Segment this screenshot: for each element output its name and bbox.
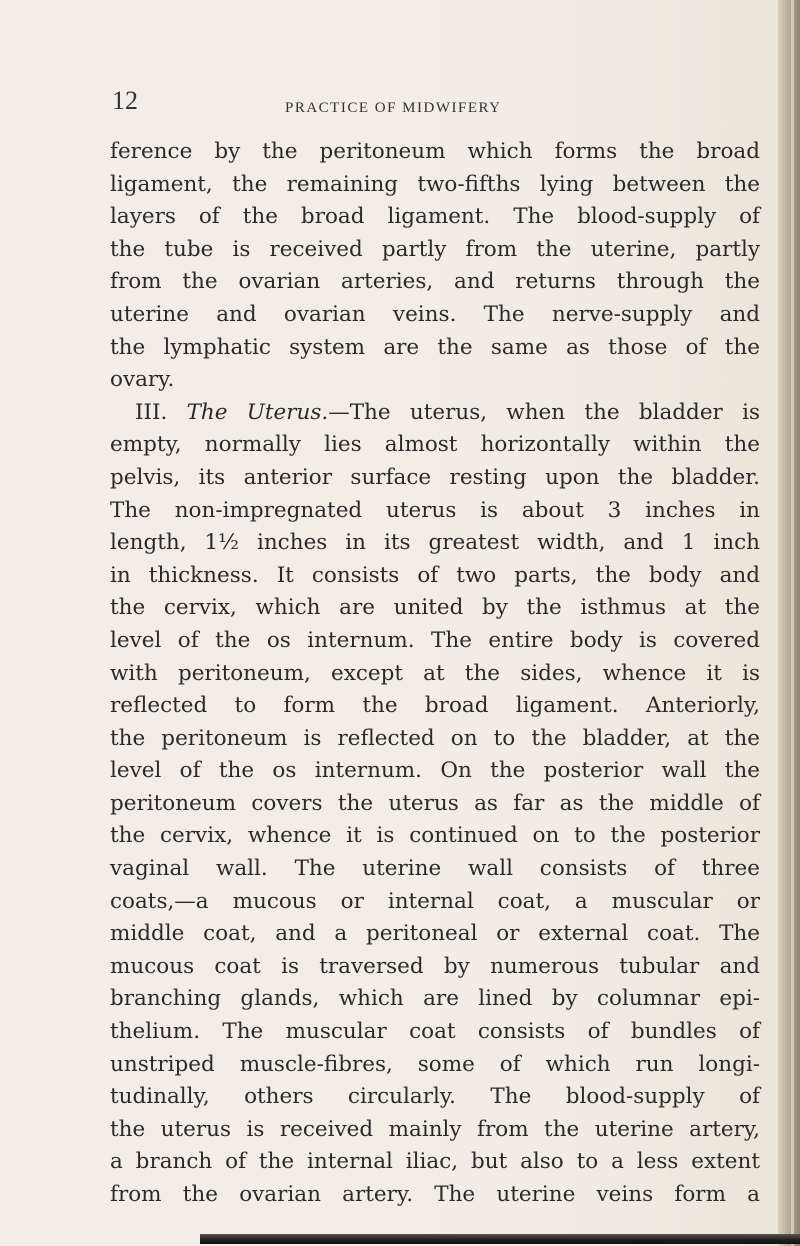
text-line: with peritoneum, except at the sides, whence it is [110,660,760,686]
text-line: tudinally, others circularly. The blood-supply of [110,1084,760,1110]
text-line: ference by the peritoneum which forms the broad [110,139,760,164]
text-line: thelium. The muscular coat consists of bundles of [110,1019,760,1045]
text-line: uterine and ovarian veins. The nerve-supply and [110,301,760,327]
text-line: unstriped muscle-fibres, some of which run longi- [110,1051,760,1077]
text-line: the peritoneum is reflected on to the bladder, at the [110,725,760,751]
text-line: peritoneum covers the uterus as far as the middle of [110,790,760,816]
text-line: empty, normally lies almost horizontally within the [110,432,760,458]
text-line: pelvis, its anterior surface resting upon the bladder. [110,464,760,490]
text-line: the cervix, which are united by the isthmus at the [110,595,760,621]
text-line: ovary. [110,367,175,393]
text-line: from the ovarian arteries, and returns through the [110,269,760,295]
text-line: reflected to form the broad ligament. Anteriorly, [110,693,760,719]
text-line: branching glands, which are lined by columnar epi- [110,986,760,1012]
spine-highlight [791,0,794,1246]
text-line: the lymphatic system are the same as those of the [110,334,760,360]
text-line: from the ovarian artery. The uterine veins form a [110,1182,760,1207]
body-text [110,136,760,1212]
text-line: the tube is received partly from the uterine, partly [110,236,760,262]
text-line: layers of the broad ligament. The blood-supply of [110,204,760,230]
text-line: ligament, the remaining two-fifths lying between the [110,171,760,197]
text-line: The non-impregnated uterus is about 3 inches in [110,497,760,523]
text-line: mucous coat is traversed by numerous tubular and [110,953,760,979]
text-line: coats,—a mucous or internal coat, a muscular or [110,888,760,914]
section-title: The Uterus. [186,399,329,425]
text-line: a branch of the internal iliac, but also to a less extent [110,1149,760,1175]
text-line: middle coat, and a peritoneal or external coat. The [110,921,760,947]
text-line: level of the os internum. The entire body is covered [110,627,760,653]
text-line: length, 1½ inches in its greatest width, and 1 inch [110,530,760,556]
text-line: the uterus is received mainly from the uterine artery, [110,1116,760,1142]
text-line: vaginal wall. The uterine wall consists of three [110,856,760,882]
book-spine-edge [778,0,800,1246]
text-line: level of the os internum. On the posterior wall the [110,758,760,784]
running-head: PRACTICE OF MIDWIFERY [285,100,502,116]
text-line: in thickness. It consists of two parts, the body and [110,562,760,588]
text-line: the cervix, whence it is continued on to the posterior [110,823,760,849]
page-number: 12 [112,86,138,115]
page-bottom-edge [200,1234,800,1244]
section-heading-line: III. The Uterus.—The uterus, when the bladder is [135,399,760,425]
